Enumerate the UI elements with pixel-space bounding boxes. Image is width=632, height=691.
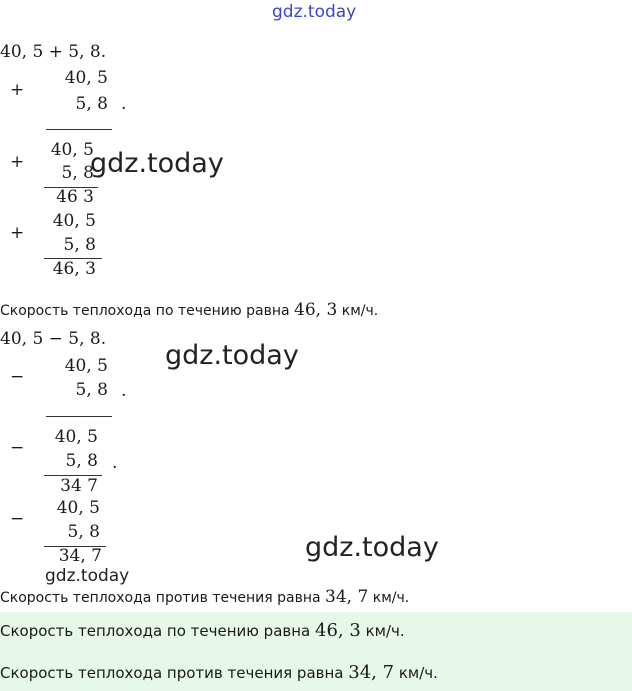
diff-step2-result: 34 7	[60, 476, 98, 496]
diff-expression: 40, 5 − 5, 8.	[0, 329, 107, 349]
sum-conclusion	[0, 300, 378, 320]
watermark-bottom-right: gdz.today	[305, 532, 439, 563]
diff-step1-top: 40, 5	[64, 356, 108, 376]
sum-step1-bottom: 5, 8	[75, 94, 108, 114]
diff-step1-bottom: 5, 8	[75, 380, 108, 400]
diff-step3-op: −	[10, 509, 25, 529]
diff-conclusion-text: Скорость теплохода против течения равна	[0, 590, 321, 606]
sum-step1-dot: .	[121, 94, 127, 114]
diff-step1-dot: .	[121, 381, 127, 401]
answer-line-2	[0, 662, 438, 683]
answer-line-1-text: Скорость теплохода по течению равна	[0, 622, 311, 640]
diff-step2-dot: .	[112, 453, 118, 473]
diff-conclusion-value: 34, 7	[325, 587, 369, 607]
sum-step3-result: 46, 3	[52, 259, 96, 279]
answer-line-2-value: 34, 7	[348, 662, 395, 683]
diff-step3-top: 40, 5	[56, 498, 100, 518]
diff-conclusion-unit: км/ч.	[372, 590, 410, 606]
watermark-mid2: gdz.today	[165, 340, 299, 371]
answer-line-1-value: 46, 3	[315, 620, 361, 641]
sum-conclusion-unit: км/ч.	[341, 303, 379, 319]
diff-step1-op: −	[10, 367, 25, 387]
sum-step3-op: +	[10, 223, 25, 243]
watermark-top: gdz.today	[272, 2, 357, 22]
diff-conclusion	[0, 587, 409, 607]
watermark-mid1: gdz.today	[90, 148, 224, 179]
diff-step3-result: 34, 7	[58, 546, 102, 566]
diff-step2-op: −	[10, 438, 25, 458]
sum-expression: 40, 5 + 5, 8.	[0, 42, 107, 62]
sum-step3-top: 40, 5	[52, 211, 96, 231]
answer-line-1-unit: км/ч.	[365, 622, 405, 640]
answer-line-1	[0, 620, 405, 641]
sum-step2-top: 40, 5	[50, 140, 94, 160]
diff-step2-top: 40, 5	[54, 427, 98, 447]
answer-line-2-unit: км/ч.	[398, 664, 438, 682]
sum-step2-result: 46 3	[56, 187, 94, 207]
sum-step2-op: +	[10, 152, 25, 172]
diff-step3-bottom: 5, 8	[67, 522, 100, 542]
sum-conclusion-value: 46, 3	[294, 300, 338, 320]
sum-step1-op: +	[10, 80, 25, 100]
answer-line-2-text: Скорость теплохода против течения равна	[0, 664, 344, 682]
sum-step1-top: 40, 5	[64, 68, 108, 88]
sum-conclusion-text: Скорость теплохода по течению равна	[0, 303, 290, 319]
diff-step2-bottom: 5, 8	[65, 451, 98, 471]
watermark-bottom-left: gdz.today	[45, 566, 130, 586]
sum-step2-bottom: 5, 8	[61, 163, 94, 183]
diff-step1-line	[46, 416, 112, 417]
answer-box	[0, 612, 632, 691]
sum-step3-bottom: 5, 8	[63, 235, 96, 255]
sum-step1-line	[46, 129, 112, 130]
